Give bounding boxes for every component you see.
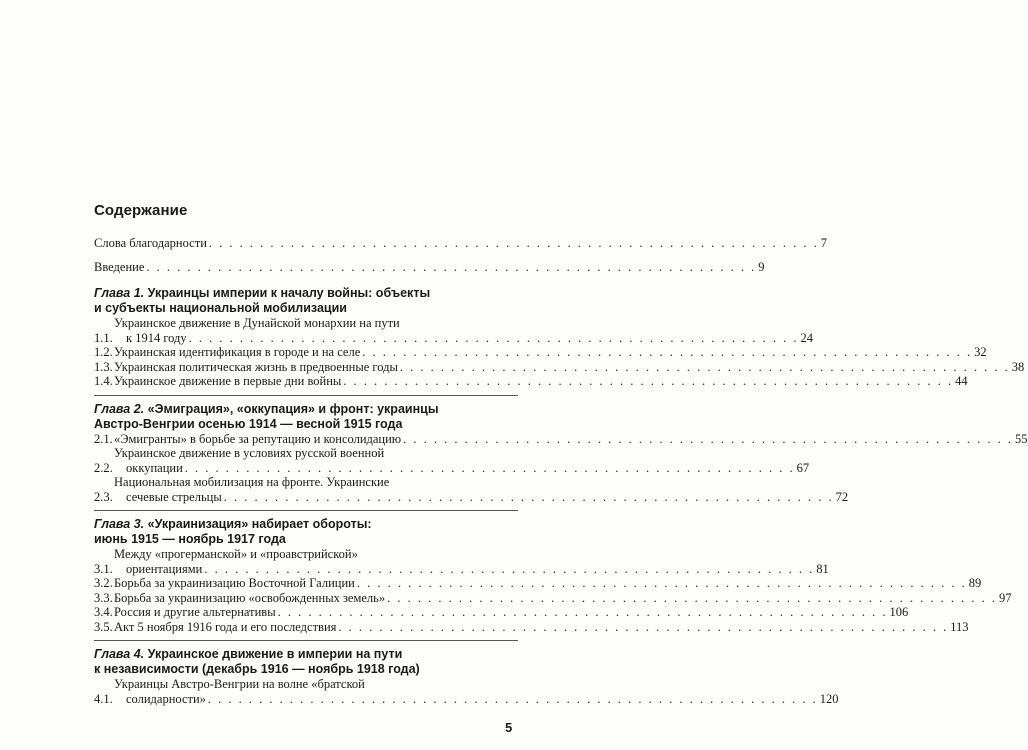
dot-leader: . . . . . . . . . . . . . . . . . . . . . . . . . . . . . . . . . . . . . . . . . . . . . . . . . . . . . . . . . . . .: [208, 236, 819, 250]
toc-entry-number: 3.1.: [94, 561, 113, 576]
toc-entry-title: Борьба за украинизацию «освобожденных земель»: [114, 590, 386, 605]
toc-entry-last-line: [114, 360, 1024, 375]
toc-entry: [94, 677, 839, 706]
chapter-title-text: к независимости (декабрь 1916 — ноябрь 1918 года): [94, 662, 420, 676]
dot-leader: . . . . . . . . . . . . . . . . . . . . . . . . . . . . . . . . . . . . . . . . . . . . . . . . . . . . . . . . . . . .: [338, 619, 949, 634]
chapter-heading: [94, 286, 518, 316]
toc-entry-body: [114, 576, 981, 591]
toc-entry-number: 3.3.: [94, 590, 113, 605]
chapter-heading: [94, 647, 518, 677]
toc-entry-number: 3.5.: [94, 619, 113, 634]
chapter-label: Глава 1.: [94, 286, 145, 300]
toc-entry: [94, 446, 810, 475]
toc-entry-page: 32: [974, 345, 987, 359]
toc-entry: [94, 345, 987, 360]
toc-entry-last-line: [114, 461, 809, 476]
toc-entry-page: 81: [816, 561, 829, 576]
chapter-title-text: Украинцы империи к началу войны: объекты: [147, 286, 431, 300]
toc-entry-last-line: [114, 692, 839, 707]
chapters-list: [94, 286, 1028, 706]
toc-entry-number: 4.1.: [94, 691, 113, 706]
toc-entry-page: 72: [835, 489, 849, 504]
chapter-label: Глава 4.: [94, 647, 145, 661]
toc-entry-number: 1.4.: [94, 374, 113, 388]
page-number: 5: [505, 720, 513, 735]
dot-leader: . . . . . . . . . . . . . . . . . . . . . . . . . . . . . . . . . . . . . . . . . . . . . . . . . . . . . . . . . . . .: [146, 260, 757, 274]
dot-leader: . . . . . . . . . . . . . . . . . . . . . . . . . . . . . . . . . . . . . . . . . . . . . . . . . . . . . . . . . . . .: [223, 489, 834, 504]
toc-entry-page: 89: [968, 576, 982, 590]
chapter-heading: [94, 402, 518, 432]
chapter-title-line: [94, 286, 518, 301]
chapter-title-line: [94, 662, 518, 677]
toc-entry-title: Украинцы Австро-Венгрии на волне «братской: [114, 677, 365, 691]
dot-leader: . . . . . . . . . . . . . . . . . . . . . . . . . . . . . . . . . . . . . . . . . . . . . . . . . . . . . . . . . . . .: [387, 590, 997, 605]
chapter-label: Глава 3.: [94, 517, 145, 531]
toc-entry-title: «Эмигранты» в борьбе за репутацию и консолидацию: [114, 431, 402, 446]
toc-entry-page: 67: [796, 460, 810, 475]
toc-entry-page: 97: [998, 590, 1012, 605]
toc-entry-number: 3.4.: [94, 605, 113, 619]
toc-entry-last-line: [114, 331, 813, 346]
toc-entry: [94, 619, 969, 635]
chapter-title-text: Австро-Венгрии осенью 1914 — весной 1915 года: [94, 416, 403, 431]
chapter-title-line: [94, 402, 518, 417]
dot-leader: . . . . . . . . . . . . . . . . . . . . . . . . . . . . . . . . . . . . . . . . . . . . . . . . . . . . . . . . . . . .: [362, 345, 973, 359]
chapter-title-text: и субъекты национальной мобилизации: [94, 301, 347, 315]
chapter-block: [94, 647, 839, 706]
toc-entry-body: [114, 316, 813, 345]
toc-entry-page: 55: [1015, 431, 1028, 446]
chapter-title-line: [94, 647, 518, 662]
toc-entry-title: Украинская идентификация в городе и на селе: [114, 345, 361, 359]
toc-entry-body: [114, 547, 829, 576]
toc-entry-number: 1.2.: [94, 345, 113, 359]
toc-entry-body: [114, 605, 908, 620]
chapter-title-line: [94, 517, 518, 532]
dot-leader: . . . . . . . . . . . . . . . . . . . . . . . . . . . . . . . . . . . . . . . . . . . . . . . . . . . . . . . . . . . .: [399, 359, 1010, 374]
toc-entry-number: 1.3.: [94, 359, 113, 374]
toc-entry-page: 106: [889, 605, 909, 619]
toc-entry-title: Слова благодарности: [94, 236, 207, 250]
toc-row-front-2: [94, 260, 765, 274]
toc-entry: [94, 359, 1025, 375]
toc-entry-title: Украинская политическая жизнь в предвоенные годы: [114, 359, 398, 374]
toc-entry: [94, 590, 1012, 606]
chapter-title-line: [94, 532, 518, 547]
toc-entry-body: [114, 591, 1011, 606]
chapter-divider: [94, 510, 518, 511]
toc-entry-number: 2.1.: [94, 431, 113, 446]
toc-entry: [94, 547, 829, 576]
toc-entry: [94, 576, 982, 591]
toc-entry-page: 38: [1011, 359, 1025, 374]
chapter-divider: [94, 395, 518, 396]
chapter-title-text: Украинское движение в империи на пути: [147, 647, 403, 661]
table-of-contents: [94, 236, 1028, 712]
dot-leader: . . . . . . . . . . . . . . . . . . . . . . . . . . . . . . . . . . . . . . . . . . . . . . . . . . . . . . . . . . . .: [204, 561, 815, 576]
chapter-block: [94, 517, 1012, 634]
toc-entry-last-line: [114, 432, 1028, 447]
toc-entry-title: сечевые стрельцы: [126, 489, 222, 504]
toc-entry-page: 120: [819, 691, 839, 706]
toc-entry-title: Украинское движение в первые дни войны: [114, 374, 342, 388]
toc-entry-body: [114, 475, 848, 504]
toc-entry-title: к 1914 году: [126, 330, 187, 345]
toc-entry-title: Между «прогерманской» и «проавстрийской»: [114, 547, 358, 561]
chapter-title-line: [94, 301, 518, 316]
chapter-title-line: [94, 417, 518, 432]
chapter-title-text: «Эмиграция», «оккупация» и фронт: украинцы: [147, 401, 439, 416]
chapter-title-text: июнь 1915 — ноябрь 1917 года: [94, 532, 286, 546]
toc-entry-page: 7: [820, 236, 828, 250]
toc-entry-body: [114, 360, 1024, 375]
toc-entry-title: Россия и другие альтернативы: [114, 605, 276, 619]
toc-entry: [94, 475, 849, 504]
chapter-title-text: «Украинизация» набирает обороты:: [147, 517, 372, 531]
toc-entry-title: Введение: [94, 260, 145, 274]
toc-entry-last-line: [114, 345, 987, 360]
toc-entry-last-line: [114, 374, 968, 389]
chapter-block: [94, 286, 1025, 389]
chapter-label: Глава 2.: [94, 401, 145, 416]
toc-entry-title: Акт 5 ноября 1916 года и его последствия: [114, 619, 337, 634]
toc-entry-last-line: [114, 620, 969, 635]
toc-entry-title: Борьба за украинизацию Восточной Галиции: [114, 576, 355, 590]
toc-entry-number: 3.2.: [94, 576, 113, 590]
toc-entry-title: солидарности»: [126, 691, 206, 706]
toc-entry-title: Национальная мобилизация на фронте. Украинские: [114, 475, 390, 489]
toc-entry-title: Украинское движение в условиях русской военной: [114, 446, 385, 460]
toc-entry-body: [114, 620, 969, 635]
toc-entry-body: [114, 374, 968, 389]
toc-entry-body: [114, 432, 1028, 447]
page-title: Содержание: [94, 202, 188, 219]
toc-entry-last-line: [114, 591, 1011, 606]
toc-entry-page: 9: [758, 260, 765, 274]
toc-entry: [94, 431, 1028, 447]
toc-entry-last-line: [114, 576, 981, 591]
dot-leader: . . . . . . . . . . . . . . . . . . . . . . . . . . . . . . . . . . . . . . . . . . . . . . . . . . . . . . . . . . . .: [207, 691, 818, 706]
toc-entry: [94, 316, 814, 345]
toc-entry: [94, 374, 968, 389]
toc-entry-last-line: [114, 605, 908, 620]
toc-entry-number: 1.1.: [94, 330, 113, 345]
chapter-divider: [94, 640, 518, 641]
toc-entry-title: ориентациями: [126, 561, 203, 576]
toc-entry-body: [114, 677, 839, 706]
toc-entry-last-line: [114, 562, 829, 577]
dot-leader: . . . . . . . . . . . . . . . . . . . . . . . . . . . . . . . . . . . . . . . . . . . . . . . . . . . . . . . . . . . .: [356, 576, 967, 590]
chapter-block: [94, 401, 1028, 505]
toc-entry-title: оккупации: [126, 460, 183, 475]
toc-entry-page: 44: [955, 374, 968, 388]
toc-entry: [94, 605, 909, 620]
dot-leader: . . . . . . . . . . . . . . . . . . . . . . . . . . . . . . . . . . . . . . . . . . . . . . . . . . . . . . . . . . . .: [188, 330, 799, 345]
chapter-heading: [94, 517, 518, 547]
toc-entry-page: 113: [950, 619, 969, 634]
dot-leader: . . . . . . . . . . . . . . . . . . . . . . . . . . . . . . . . . . . . . . . . . . . . . . . . . . . . . . . . . . . .: [403, 431, 1014, 446]
toc-row-front-1: [94, 236, 828, 250]
toc-entry-page: 24: [800, 330, 814, 345]
toc-entry-number: 2.3.: [94, 489, 113, 504]
toc-entry-body: [114, 345, 987, 360]
toc-entry-number: 2.2.: [94, 460, 113, 475]
dot-leader: . . . . . . . . . . . . . . . . . . . . . . . . . . . . . . . . . . . . . . . . . . . . . . . . . . . . . . . . . . . .: [343, 374, 954, 388]
toc-entry-title: Украинское движение в Дунайской монархии на пути: [114, 316, 400, 330]
toc-entry-body: [114, 446, 809, 475]
dot-leader: . . . . . . . . . . . . . . . . . . . . . . . . . . . . . . . . . . . . . . . . . . . . . . . . . . . . . . . . . . . .: [277, 605, 888, 619]
dot-leader: . . . . . . . . . . . . . . . . . . . . . . . . . . . . . . . . . . . . . . . . . . . . . . . . . . . . . . . . . . . .: [184, 460, 795, 475]
toc-entry-last-line: [114, 490, 848, 505]
